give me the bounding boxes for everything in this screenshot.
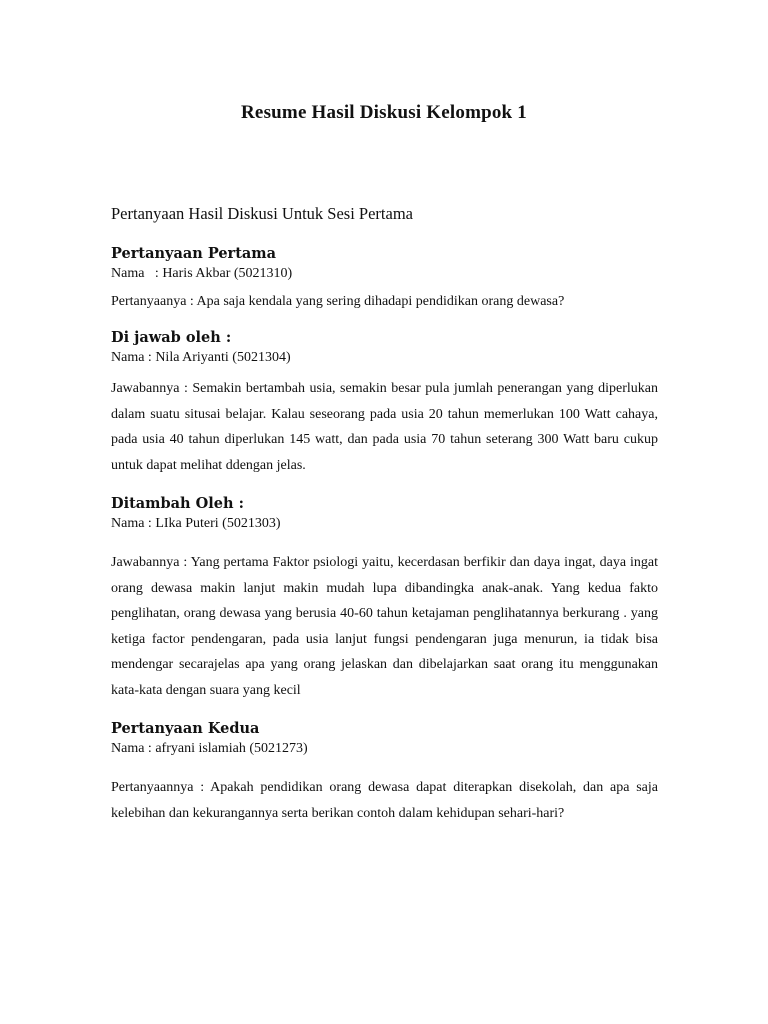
document-title: Resume Hasil Diskusi Kelompok 1	[241, 102, 527, 123]
answer-1-addition-text: Jawabannya : Yang pertama Faktor psiologi yaitu, kecerdasan berfikir dan daya ingat, daya ingat orang dewasa makin lanjut makin mudah lupa dibandingka anak-anak. Yang kedua fakto penglihatan, orang dewasa yang berusia 40-60 tahun ketajaman penglihatannya berkurang . yang ketiga factor pendengaran, pada usia lanjut fungsi pendengaran juga menurun, ia tidak bisa mendengar secarajelas apa yang orang jelaskan dan dibelajarkan saat orang itu menggunakan kata-kata dengan suara yang kecil	[111, 555, 658, 698]
answer-1-addition-name: Nama : LIka Puteri (5021303)	[111, 516, 281, 531]
question-2-text: Pertanyaannya : Apakah pendidikan orang dewasa dapat diterapkan disekolah, dan apa saja kelebihan dan kekurangannya serta berikan contoh dalam kehidupan sehari-hari?	[111, 780, 658, 821]
answer-1-addition-block	[111, 494, 658, 703]
answer-1-heading: Di jawab oleh :	[111, 329, 232, 346]
question-2-name: Nama : afryani islamiah (5021273)	[111, 741, 308, 756]
question-1-heading: Pertanyaan Pertama	[111, 245, 277, 262]
question-2-block	[111, 719, 658, 826]
question-1-name: Nama : Haris Akbar (5021310)	[111, 266, 293, 281]
question-2-heading: Pertanyaan Kedua	[111, 720, 260, 737]
answer-1-block	[111, 328, 658, 478]
question-1-text: Pertanyaanya : Apa saja kendala yang sering dihadapi pendidikan orang dewasa?	[111, 294, 565, 309]
answer-1-addition-heading: Ditambah Oleh :	[111, 495, 244, 512]
section-title: Pertanyaan Hasil Diskusi Untuk Sesi Pertama	[111, 204, 413, 223]
question-1-block	[111, 244, 658, 312]
document-content	[111, 203, 658, 826]
answer-1-name: Nama : Nila Ariyanti (5021304)	[111, 350, 291, 365]
answer-1-text: Jawabannya : Semakin bertambah usia, semakin besar pula jumlah penerangan yang diperlukan dalam suatu situsai belajar. Kalau seseorang pada usia 20 tahun memerlukan 100 Watt cahaya, pada usia 40 tahun diperlukan 145 watt, dan pada usia 70 tahun seterang 300 Watt baru cukup untuk dapat melihat ddengan jelas.	[111, 381, 658, 473]
